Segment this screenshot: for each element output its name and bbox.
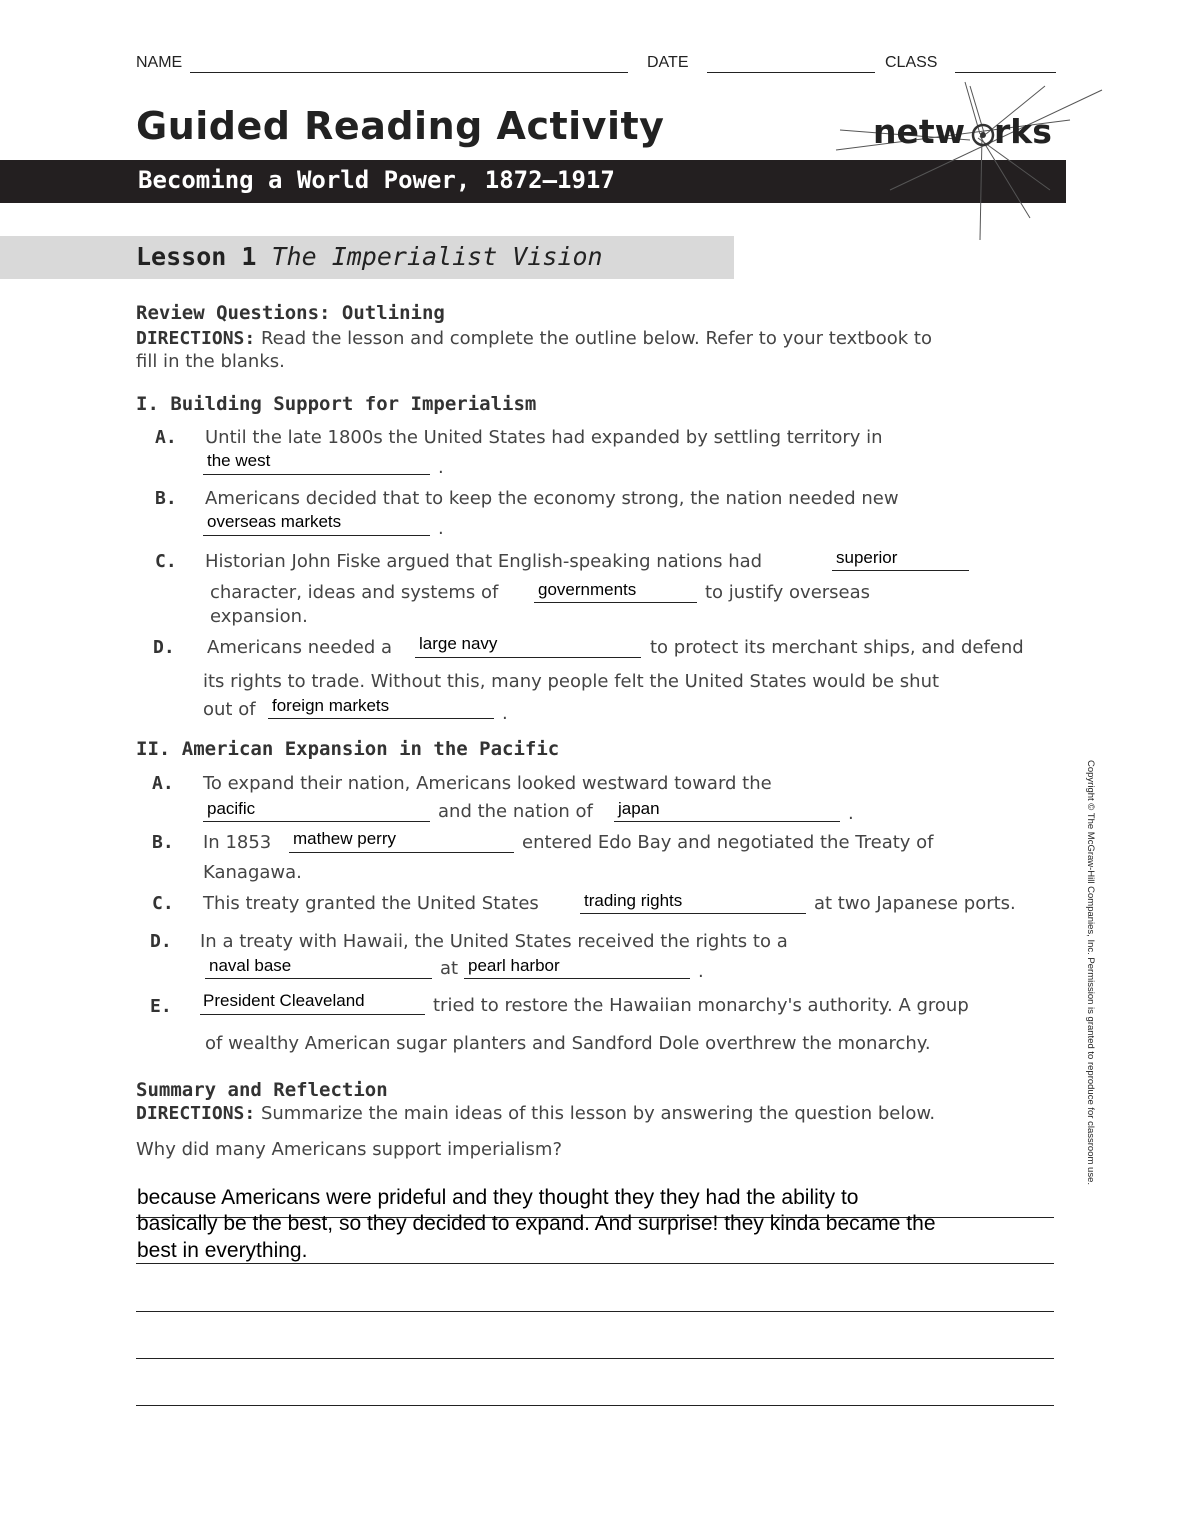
- summary-answer-line-1[interactable]: because Americans were prideful and they thought they they had the ability to: [137, 1186, 859, 1209]
- item-letter: A.: [152, 773, 174, 794]
- summary-directions: [136, 1103, 935, 1124]
- blank-line: [203, 821, 430, 822]
- answer-2a-pacific[interactable]: pacific: [207, 799, 256, 818]
- answer-1c-governments[interactable]: governments: [538, 580, 637, 599]
- answer-2d-naval[interactable]: naval base: [209, 956, 292, 975]
- answer-2b-perry[interactable]: mathew perry: [293, 829, 396, 848]
- lesson-heading: [136, 242, 603, 271]
- period: .: [502, 703, 508, 724]
- answer-rule: [136, 1405, 1054, 1406]
- networks-logo-right: rks: [994, 112, 1052, 151]
- item-1d-text-2: to protect its merchant ships, and defend: [650, 637, 1024, 658]
- blank-line: [534, 602, 697, 603]
- item-letter: B.: [152, 832, 174, 853]
- blank-line: [268, 718, 494, 719]
- answer-rule: [136, 1358, 1054, 1359]
- summary-directions-text: Summarize the main ideas of this lesson by answering the question below.: [255, 1103, 936, 1124]
- date-label: DATE: [647, 54, 689, 71]
- blank-line: [289, 852, 514, 853]
- answer-1d-markets[interactable]: foreign markets: [272, 696, 390, 715]
- summary-answer-line-2[interactable]: basically be the best, so they decided to expand. And surprise! they kinda became the: [137, 1212, 936, 1235]
- answer-1d-navy[interactable]: large navy: [419, 634, 498, 653]
- unit-subtitle: Becoming a World Power, 1872–1917: [138, 166, 615, 194]
- page-title: Guided Reading Activity: [136, 104, 665, 148]
- answer-1b[interactable]: overseas markets: [207, 512, 342, 531]
- blank-line: [200, 1014, 425, 1015]
- blank-line: [832, 570, 969, 571]
- answer-rule: [136, 1263, 1054, 1264]
- item-2a-text-2: and the nation of: [438, 801, 593, 822]
- item-2a-text: To expand their nation, Americans looked westward toward the: [203, 773, 772, 794]
- period: .: [438, 518, 444, 539]
- blank-line: [203, 535, 430, 536]
- lesson-name: The Imperialist Vision: [271, 242, 603, 271]
- blank-line: [580, 913, 806, 914]
- summary-heading: Summary and Reflection: [136, 1079, 388, 1101]
- class-field[interactable]: [955, 72, 1056, 73]
- item-1d-text: Americans needed a: [207, 637, 392, 658]
- name-field[interactable]: [190, 72, 628, 73]
- answer-2e-president[interactable]: President Cleaveland: [203, 991, 365, 1010]
- item-1b-text: Americans decided that to keep the economy strong, the nation needed new: [205, 488, 899, 509]
- item-1c-text-4: expansion.: [210, 606, 308, 627]
- period: .: [438, 457, 444, 478]
- section-1-heading: I. Building Support for Imperialism: [136, 393, 537, 415]
- section-2-heading: II. American Expansion in the Pacific: [136, 738, 560, 760]
- networks-logo-graphic: [830, 78, 1110, 244]
- name-label: NAME: [136, 54, 183, 71]
- summary-question: Why did many Americans support imperialism?: [136, 1139, 563, 1160]
- item-2b-text-3: Kanagawa.: [203, 862, 302, 883]
- review-directions: [136, 328, 932, 349]
- class-label: CLASS: [885, 54, 938, 71]
- item-2c-text: This treaty granted the United States: [203, 893, 539, 914]
- item-2d-text: In a treaty with Hawaii, the United States received the rights to a: [200, 931, 788, 952]
- item-1c-text-2: character, ideas and systems of: [210, 582, 499, 603]
- blank-line: [203, 474, 430, 475]
- summary-answer-line-3[interactable]: best in everything.: [137, 1239, 308, 1262]
- item-2b-text: In 1853: [203, 832, 272, 853]
- item-letter: B.: [155, 488, 177, 509]
- lesson-number: Lesson 1: [136, 242, 257, 271]
- item-letter: C.: [152, 893, 174, 914]
- directions-label: DIRECTIONS:: [136, 328, 256, 349]
- blank-line: [464, 978, 690, 979]
- item-letter: A.: [155, 427, 177, 448]
- blank-line: [205, 978, 432, 979]
- period: .: [698, 961, 704, 982]
- answer-2d-pearl[interactable]: pearl harbor: [468, 956, 560, 975]
- item-letter: E.: [150, 996, 172, 1017]
- item-1c-text: Historian John Fiske argued that English-speaking nations had: [205, 551, 763, 572]
- item-2e-text-2: of wealthy American sugar planters and Sandford Dole overthrew the monarchy.: [205, 1033, 931, 1054]
- item-letter: D.: [150, 931, 172, 952]
- directions-label: DIRECTIONS:: [136, 1103, 256, 1124]
- item-1a-text: Until the late 1800s the United States had expanded by settling territory in: [205, 427, 883, 448]
- item-letter: D.: [153, 637, 175, 658]
- answer-1a[interactable]: the west: [207, 451, 271, 470]
- period: .: [848, 803, 854, 824]
- review-heading: Review Questions: Outlining: [136, 302, 445, 324]
- item-letter: C.: [155, 551, 177, 572]
- item-1d-text-3: its rights to trade. Without this, many people felt the United States would be shut: [203, 671, 940, 692]
- item-2e-text: tried to restore the Hawaiian monarchy's authority. A group: [433, 995, 969, 1016]
- answer-2a-japan[interactable]: japan: [618, 799, 660, 818]
- blank-line: [415, 657, 641, 658]
- copyright-notice: Copyright © The McGraw-Hill Companies, Inc. Permission is granted to reproduce for classroom use.: [1085, 760, 1096, 1185]
- answer-rule: [136, 1311, 1054, 1312]
- directions-text: Read the lesson and complete the outline below. Refer to your textbook to: [255, 328, 932, 349]
- item-1c-text-3: to justify overseas: [705, 582, 871, 603]
- item-2b-text-2: entered Edo Bay and negotiated the Treaty of: [522, 832, 934, 853]
- answer-2c-trading[interactable]: trading rights: [584, 891, 683, 910]
- blank-line: [614, 821, 840, 822]
- item-2d-text-2: at: [440, 958, 459, 979]
- date-field[interactable]: [707, 72, 875, 73]
- item-1d-text-4: out of: [203, 699, 256, 720]
- networks-logo-left: netw: [873, 112, 966, 151]
- review-directions-cont: fill in the blanks.: [136, 351, 285, 372]
- answer-1c-superior[interactable]: superior: [836, 548, 898, 567]
- item-2c-text-2: at two Japanese ports.: [814, 893, 1016, 914]
